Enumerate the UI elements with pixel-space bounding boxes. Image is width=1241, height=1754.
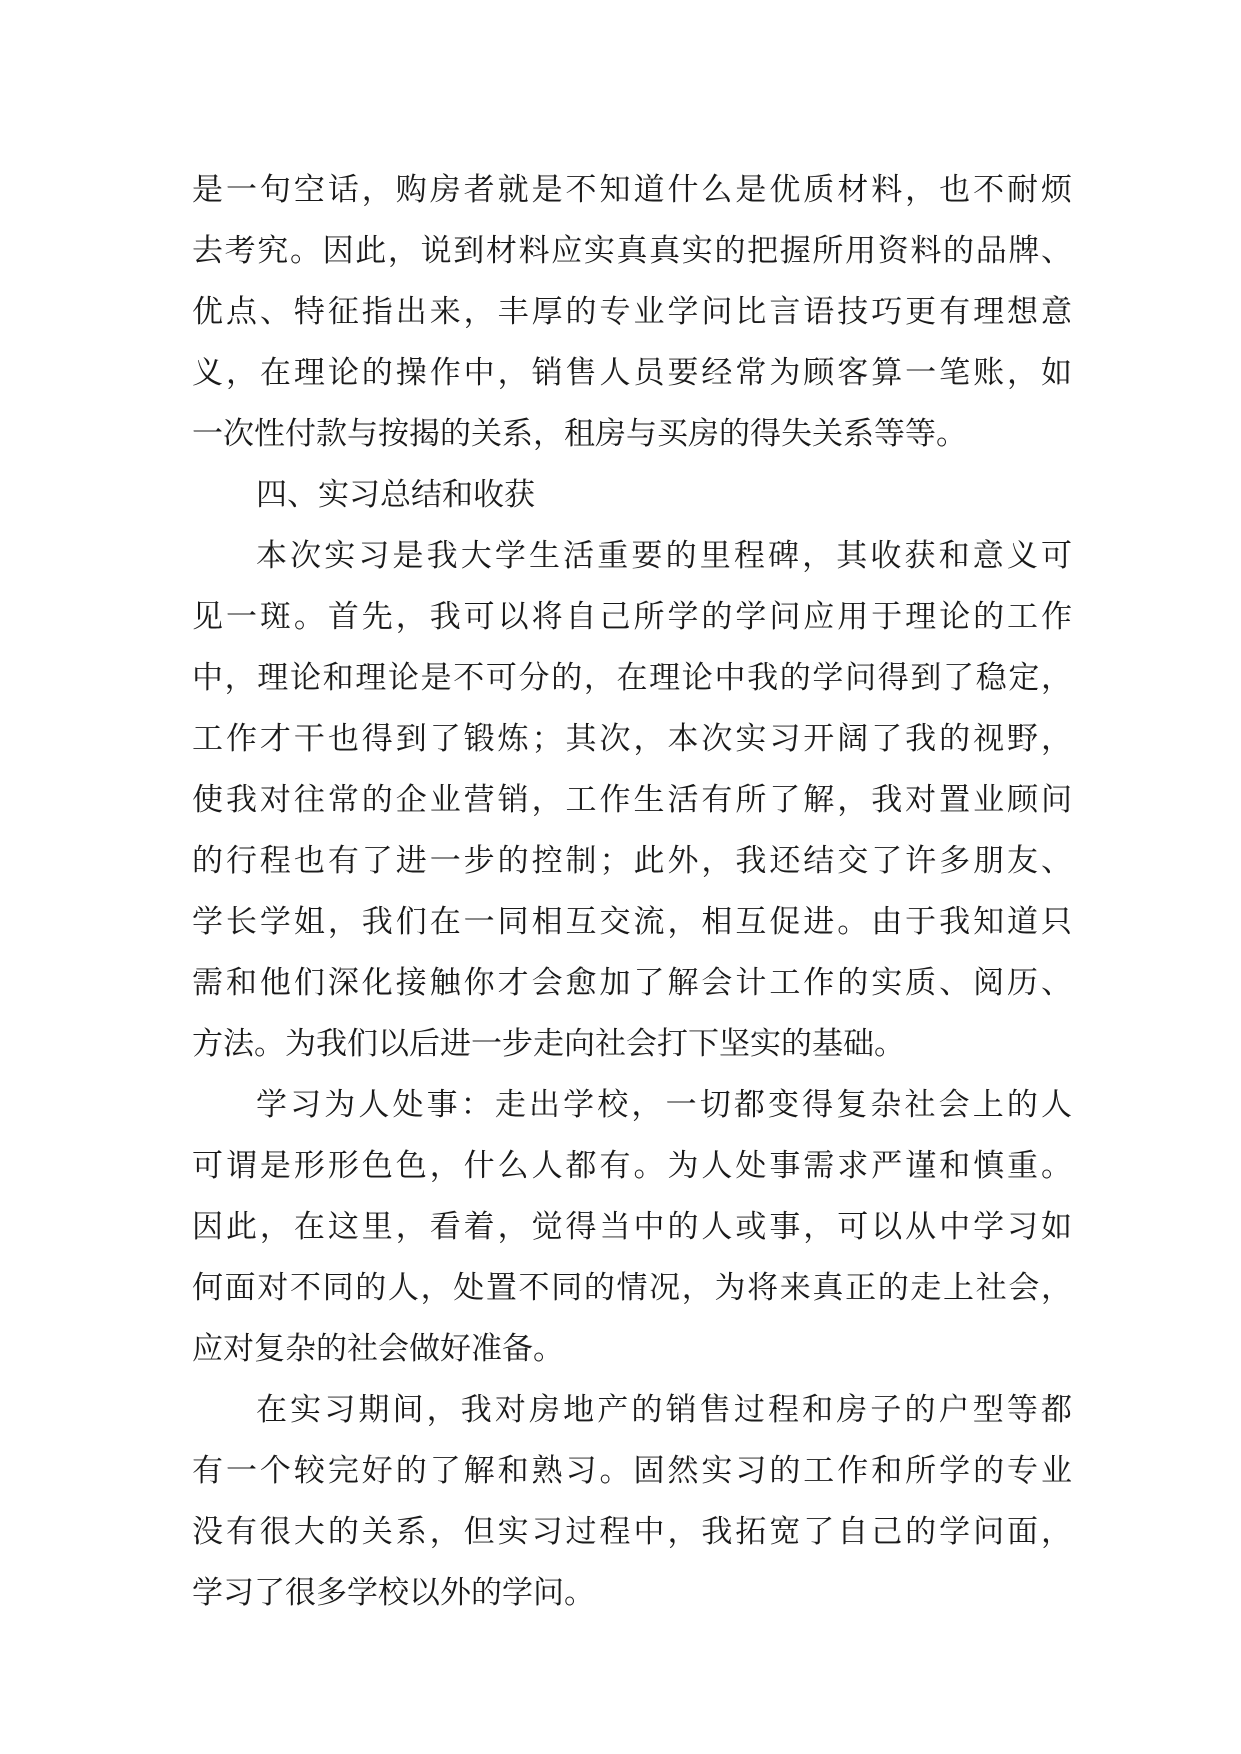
text-line: 可谓是形形色色，什么人都有。为人处事需求严谨和慎重。 xyxy=(192,1148,1072,1184)
text-line: 的行程也有了进一步的控制；此外，我还结交了许多朋友、 xyxy=(192,843,1072,879)
section-heading xyxy=(192,465,1072,526)
text-line: 因此，在这里，看着，觉得当中的人或事，可以从中学习如 xyxy=(192,1209,1072,1245)
text-line: 应对复杂的社会做好准备。 xyxy=(192,1331,564,1367)
text-line: 有一个较完好的了解和熟习。固然实习的工作和所学的专业 xyxy=(192,1453,1072,1489)
section-heading-text: 四、实习总结和收获 xyxy=(256,477,535,513)
text-line: 学长学姐，我们在一同相互交流，相互促进。由于我知道只 xyxy=(192,904,1072,940)
paragraph-materials xyxy=(192,160,1072,465)
text-line: 没有很大的关系，但实习过程中，我拓宽了自己的学问面， xyxy=(192,1514,1072,1550)
text-line: 何面对不同的人，处置不同的情况，为将来真正的走上社会， xyxy=(192,1270,1072,1306)
document-body xyxy=(192,160,1072,1624)
paragraph-internship-summary xyxy=(192,526,1072,1075)
paragraph-sales-experience xyxy=(192,1380,1072,1624)
text-line: 在实习期间，我对房地产的销售过程和房子的户型等都 xyxy=(256,1392,1072,1428)
text-line: 优点、特征指出来，丰厚的专业学问比言语技巧更有理想意 xyxy=(192,294,1072,330)
text-line: 本次实习是我大学生活重要的里程碑，其收获和意义可 xyxy=(256,538,1072,574)
text-line: 见一斑。首先，我可以将自己所学的学问应用于理论的工作 xyxy=(192,599,1072,635)
text-line: 义，在理论的操作中，销售人员要经常为顾客算一笔账，如 xyxy=(192,355,1072,391)
text-line: 需和他们深化接触你才会愈加了解会计工作的实质、阅历、 xyxy=(192,965,1072,1001)
paragraph-conduct xyxy=(192,1075,1072,1380)
text-line: 中，理论和理论是不可分的，在理论中我的学问得到了稳定， xyxy=(192,660,1072,696)
text-line: 方法。为我们以后进一步走向社会打下坚实的基础。 xyxy=(192,1026,905,1062)
text-line: 工作才干也得到了锻炼；其次，本次实习开阔了我的视野， xyxy=(192,721,1072,757)
text-line: 学习为人处事：走出学校，一切都变得复杂社会上的人 xyxy=(256,1087,1072,1123)
text-line: 是一句空话，购房者就是不知道什么是优质材料，也不耐烦 xyxy=(192,172,1072,208)
text-line: 去考究。因此，说到材料应实真真实的把握所用资料的品牌、 xyxy=(192,233,1072,269)
text-line: 使我对往常的企业营销，工作生活有所了解，我对置业顾问 xyxy=(192,782,1072,818)
text-line: 一次性付款与按揭的关系，租房与买房的得失关系等等。 xyxy=(192,416,967,452)
text-line: 学习了很多学校以外的学问。 xyxy=(192,1575,595,1611)
